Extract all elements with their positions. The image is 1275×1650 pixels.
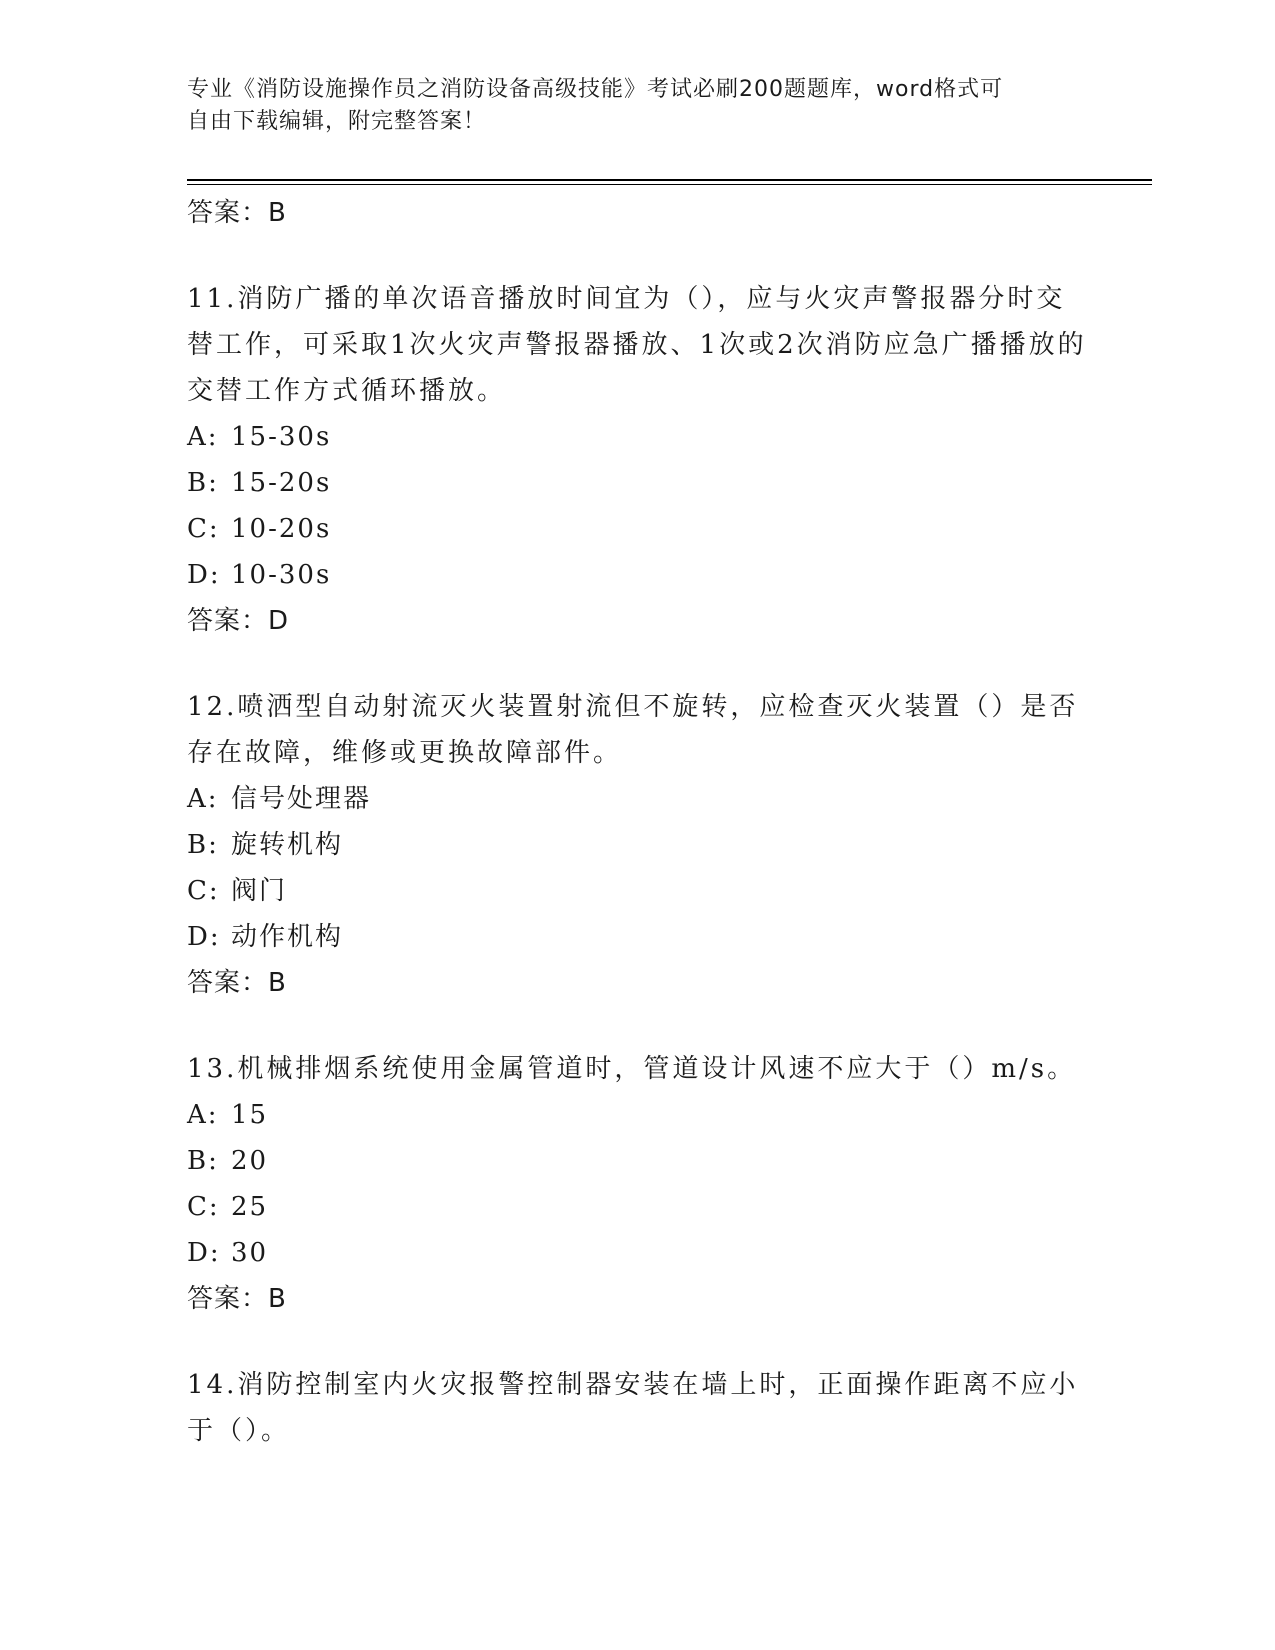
option-a [187, 414, 1087, 460]
header-line-1: 专业《消防设施操作员之消防设备高级技能》考试必刷200题题库，word格式可 [187, 77, 1004, 102]
answer-line: 答案：B [187, 968, 287, 998]
option-a [187, 776, 1087, 822]
option-c [187, 506, 1087, 552]
option-c [187, 868, 1087, 914]
option-letter: B: [187, 1146, 219, 1176]
option-text: 动作机构 [231, 922, 344, 952]
option-letter: B: [187, 468, 219, 498]
header-line-2: 自由下载编辑，附完整答案！ [187, 109, 487, 134]
header-rule-thick [187, 179, 1152, 181]
option-d [187, 552, 1087, 598]
option-d [187, 1230, 1087, 1276]
option-letter: D: [187, 560, 221, 590]
option-text: 10-30s [231, 560, 332, 590]
question-text: 13.机械排烟系统使用金属管道时，管道设计风速不应大于（）m/s。 [187, 1054, 1077, 1084]
option-a [187, 1092, 1087, 1138]
option-text: 15-30s [231, 422, 332, 452]
option-b [187, 460, 1087, 506]
option-letter: A: [187, 1100, 219, 1130]
option-text: 25 [231, 1192, 269, 1222]
question-block-12 [187, 684, 1087, 1006]
option-text: 旋转机构 [231, 830, 344, 860]
document-header [187, 74, 1077, 138]
option-text: 10-20s [231, 514, 332, 544]
option-text: 15 [231, 1100, 269, 1130]
option-letter: C: [187, 1192, 220, 1222]
option-b [187, 1138, 1087, 1184]
option-letter: D: [187, 922, 221, 952]
option-text: 15-20s [231, 468, 332, 498]
question-block-13 [187, 1046, 1087, 1322]
question-text: 12.喷洒型自动射流灭火装置射流但不旋转，应检查灭火装置（）是否存在故障，维修或更换故障部件。 [187, 692, 1079, 768]
question-block-11 [187, 276, 1087, 644]
question-list [187, 190, 1087, 1454]
option-text: 20 [231, 1146, 269, 1176]
header-rule-thin [187, 184, 1152, 185]
option-letter: C: [187, 876, 220, 906]
answer-line: 答案：B [187, 198, 287, 228]
option-b [187, 822, 1087, 868]
question-text: 14.消防控制室内火灾报警控制器安装在墙上时，正面操作距离不应小于（）。 [187, 1370, 1079, 1446]
option-letter: A: [187, 784, 219, 814]
question-text: 11.消防广播的单次语音播放时间宜为（），应与火灾声警报器分时交替工作，可采取1次火灾声警报器播放、1次或2次消防应急广播播放的交替工作方式循环播放。 [187, 284, 1087, 406]
option-letter: B: [187, 830, 219, 860]
option-letter: C: [187, 514, 220, 544]
option-text: 信号处理器 [231, 784, 372, 814]
answer-line: 答案：B [187, 1284, 287, 1314]
question-block-14 [187, 1362, 1087, 1454]
option-text: 30 [231, 1238, 269, 1268]
option-c [187, 1184, 1087, 1230]
option-text: 阀门 [231, 876, 288, 906]
option-letter: D: [187, 1238, 221, 1268]
option-letter: A: [187, 422, 219, 452]
option-d [187, 914, 1087, 960]
answer-line: 答案：D [187, 606, 290, 636]
